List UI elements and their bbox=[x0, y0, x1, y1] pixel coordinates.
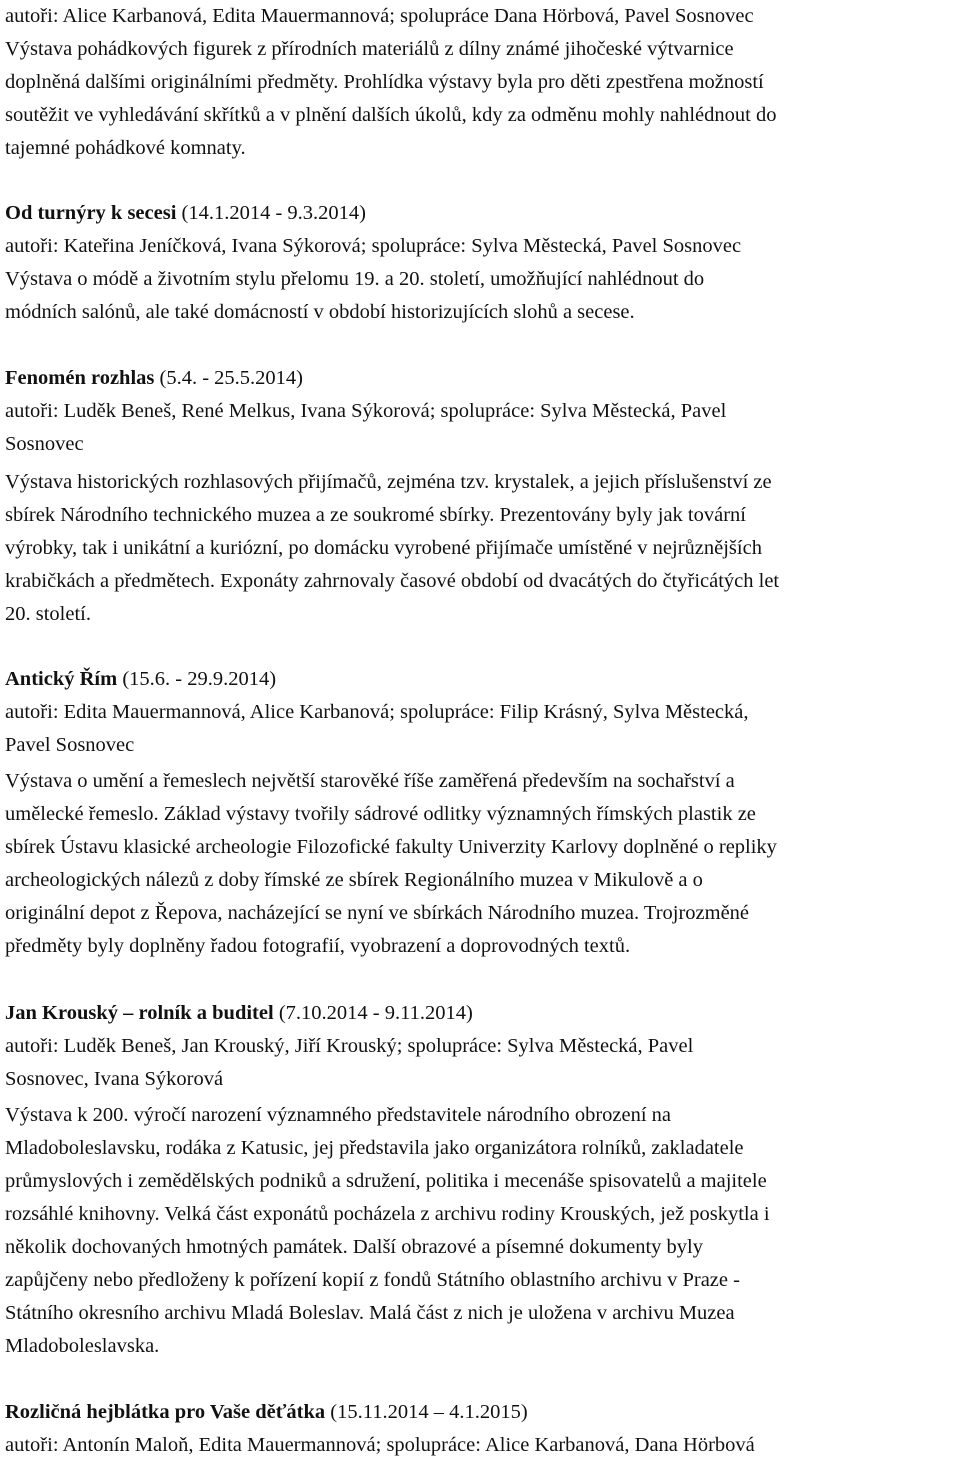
paragraph-line: Výstava pohádkových figurek z přírodních materiálů z dílny známé jihočeské výtvarnice bbox=[5, 38, 734, 60]
paragraph-line: krabičkách a předmětech. Exponáty zahrnovaly časové období od dvacátých do čtyřicátých let bbox=[5, 570, 780, 592]
paragraph-line: umělecké řemeslo. Základ výstavy tvořily sádrové odlitky významných římských plastik ze bbox=[5, 803, 756, 825]
paragraph-line: Výstava historických rozhlasových přijímačů, zejména tzv. krystalek, a jejich příslušenství ze bbox=[5, 471, 772, 493]
exhibition-dates: (15.11.2014 – 4.1.2015) bbox=[325, 1401, 528, 1423]
exhibition-title: Jan Krouský – rolník a buditel bbox=[5, 1002, 274, 1024]
paragraph-line: Pavel Sosnovec bbox=[5, 734, 135, 756]
exhibition-title: Antický Řím bbox=[5, 668, 118, 690]
paragraph-line: Výstava k 200. výročí narození významného představitele národního obrození na bbox=[5, 1104, 672, 1126]
paragraph-line: módních salónů, ale také domácností v období historizujících slohů a secese. bbox=[5, 301, 635, 323]
paragraph-line: 20. století. bbox=[5, 603, 91, 625]
exhibition-title: Rozličná hejblátka pro Vaše děťátka bbox=[5, 1401, 326, 1423]
paragraph-line: Výstava o umění a řemeslech největší starověké říše zaměřená především na sochařství a bbox=[5, 770, 735, 792]
paragraph-line: Sosnovec bbox=[5, 433, 84, 455]
paragraph-line: rozsáhlé knihovny. Velká část exponátů pocházela z archivu rodiny Krouských, jež poskytla i bbox=[5, 1203, 770, 1225]
exhibition-dates: (14.1.2014 - 9.3.2014) bbox=[176, 202, 367, 224]
exhibition-dates: (7.10.2014 - 9.11.2014) bbox=[273, 1002, 473, 1024]
paragraph-line: soutěžit ve vyhledávání skřítků a v plnění dalších úkolů, kdy za odměnu mohly nahlédnout do bbox=[5, 104, 777, 126]
exhibition-dates: (15.6. - 29.9.2014) bbox=[117, 668, 277, 690]
paragraph-line: autoři: Edita Mauermannová, Alice Karbanová; spolupráce: Filip Krásný, Sylva Městecká, bbox=[5, 701, 749, 723]
paragraph-line: autoři: Antonín Maloň, Edita Mauermannová; spolupráce: Alice Karbanová, Dana Hörbová bbox=[5, 1434, 755, 1456]
paragraph-line: autoři: Luděk Beneš, Jan Krouský, Jiří Krouský; spolupráce: Sylva Městecká, Pavel bbox=[5, 1035, 694, 1057]
paragraph-line: originální depot z Řepova, nacházející se nyní ve sbírkách Národního muzea. Trojrozměné bbox=[5, 902, 750, 924]
exhibition-heading bbox=[5, 197, 366, 230]
paragraph-line: Mladoboleslavsku, rodáka z Katusic, jej představila jako organizátora rolníků, zakladatele bbox=[5, 1137, 744, 1159]
paragraph-line: autoři: Alice Karbanová, Edita Mauermannová; spolupráce Dana Hörbová, Pavel Sosnovec bbox=[5, 5, 754, 27]
paragraph-line: autoři: Kateřina Jeníčková, Ivana Sýkorová; spolupráce: Sylva Městecká, Pavel Sosnovec bbox=[5, 235, 742, 257]
paragraph-line: několik dochovaných hmotných památek. Další obrazové a písemné dokumenty byly bbox=[5, 1236, 703, 1258]
paragraph-line: autoři: Luděk Beneš, René Melkus, Ivana Sýkorová; spolupráce: Sylva Městecká, Pavel bbox=[5, 400, 727, 422]
exhibition-title: Fenomén rozhlas bbox=[5, 367, 155, 389]
paragraph-line: Sosnovec, Ivana Sýkorová bbox=[5, 1068, 224, 1090]
exhibition-heading bbox=[5, 1396, 528, 1429]
paragraph-line: průmyslových i zemědělských podniků a sdružení, politika i mecenáše spisovatelů a majitele bbox=[5, 1170, 767, 1192]
paragraph-line: archeologických nálezů z doby římské ze sbírek Regionálního muzea v Mikulově a o bbox=[5, 869, 703, 891]
exhibition-heading bbox=[5, 663, 276, 696]
paragraph-line: sbírek Národního technického muzea a ze soukromé sbírky. Prezentovány byly jak tovární bbox=[5, 504, 746, 526]
paragraph-line: Výstava o módě a životním stylu přelomu 19. a 20. století, umožňující nahlédnout do bbox=[5, 268, 705, 290]
exhibition-dates: (5.4. - 25.5.2014) bbox=[154, 367, 303, 389]
paragraph-line: Mladoboleslavska. bbox=[5, 1335, 160, 1357]
paragraph-line: výrobky, tak i unikátní a kuriózní, po domácku vyrobené přijímače umístěné v nejrůznějších bbox=[5, 537, 762, 559]
paragraph-line: Státního okresního archivu Mladá Boleslav. Malá část z nich je uložena v archivu Muzea bbox=[5, 1302, 735, 1324]
paragraph-line: sbírek Ústavu klasické archeologie Filozofické fakulty Univerzity Karlovy doplněné o repliky bbox=[5, 836, 777, 858]
paragraph-line: zapůjčeny nebo předloženy k pořízení kopií z fondů Státního oblastního archivu v Praze - bbox=[5, 1269, 740, 1291]
paragraph-line: předměty byly doplněny řadou fotografií, vyobrazení a doprovodných textů. bbox=[5, 935, 631, 957]
paragraph-line: tajemné pohádkové komnaty. bbox=[5, 137, 246, 159]
exhibition-title: Od turnýry k secesi bbox=[5, 202, 177, 224]
exhibition-heading bbox=[5, 362, 303, 395]
paragraph-line: doplněná dalšími originálními předměty. Prohlídka výstavy byla pro děti zpestřena možností bbox=[5, 71, 764, 93]
exhibition-heading bbox=[5, 997, 473, 1030]
